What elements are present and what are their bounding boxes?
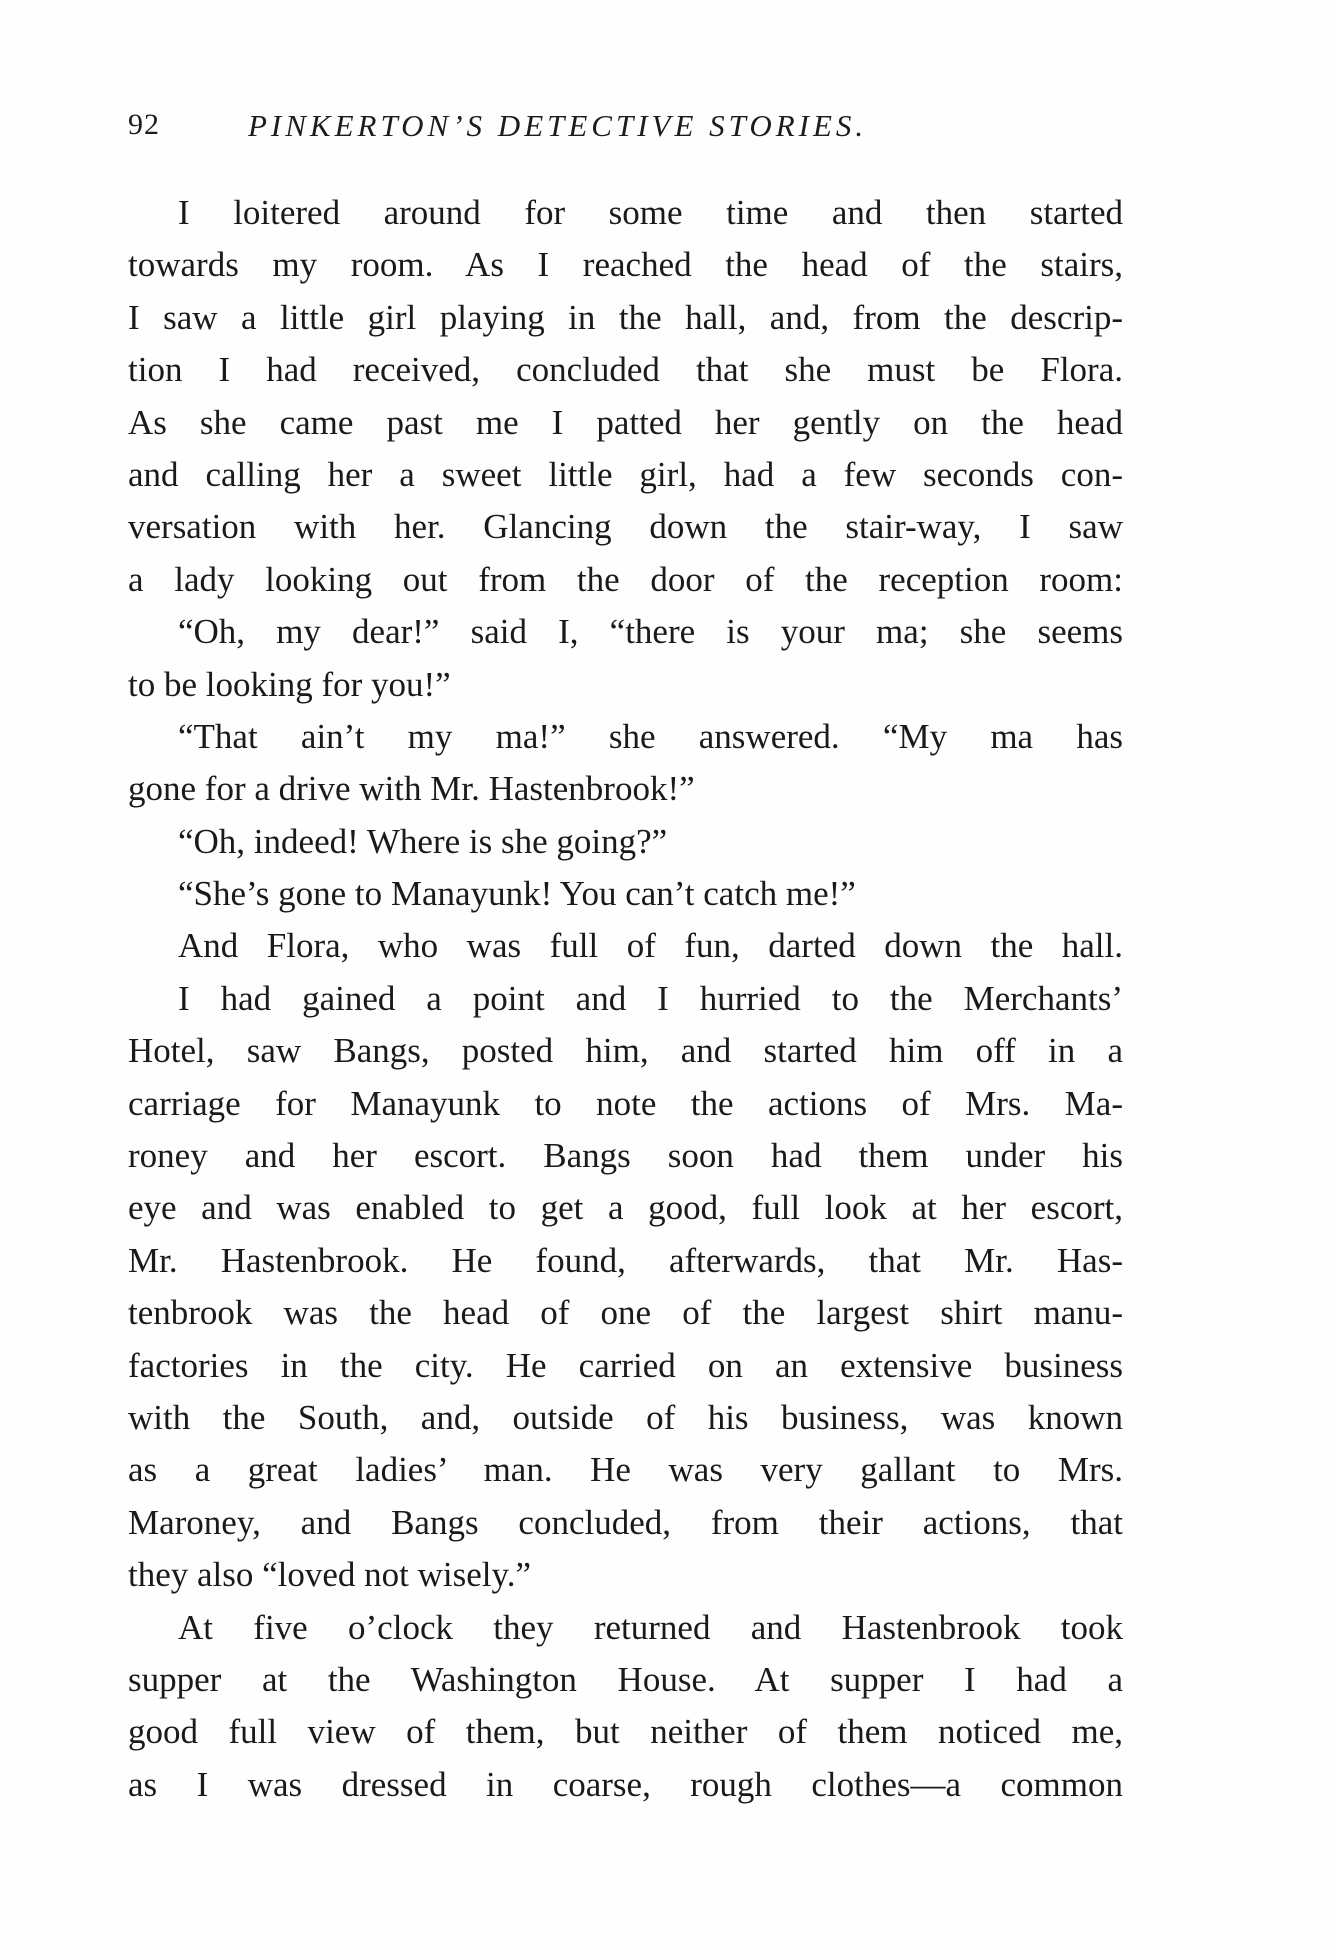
text-line: and calling her a sweet little girl, had a few seconds con- — [128, 454, 1123, 494]
text-line: roney and her escort. Bangs soon had them under his — [128, 1136, 1123, 1176]
running-title: PINKERTON’S DETECTIVE STORIES. — [248, 108, 868, 143]
text-line: And Flora, who was full of fun, darted down the hall. — [178, 926, 1123, 966]
text-line: as a great ladies’ man. He was very gallant to Mrs. — [128, 1450, 1123, 1490]
text-line: “Oh, my dear!” said I, “there is your ma; she seems — [178, 612, 1123, 652]
text-line: towards my room. As I reached the head of the stairs, — [128, 245, 1123, 285]
text-line: carriage for Manayunk to note the actions of Mrs. Ma- — [128, 1083, 1123, 1123]
text-line: “She’s gone to Manayunk! You can’t catch me!” — [178, 874, 856, 914]
text-line: eye and was enabled to get a good, full look at her escort, — [128, 1188, 1123, 1228]
text-line: to be looking for you!” — [128, 664, 451, 704]
text-line: As she came past me I patted her gently on the head — [128, 402, 1123, 442]
text-line: they also “loved not wisely.” — [128, 1555, 532, 1595]
text-line: “That ain’t my ma!” she answered. “My ma has — [178, 716, 1123, 756]
text-line: versation with her. Glancing down the stair-way, I saw — [128, 507, 1123, 547]
page-number: 92 — [128, 108, 160, 141]
text-line: tion I had received, concluded that she must be Flora. — [128, 350, 1123, 390]
text-line: a lady looking out from the door of the reception room: — [128, 559, 1123, 599]
text-line: supper at the Washington House. At supper I had a — [128, 1659, 1123, 1699]
text-line: I had gained a point and I hurried to the Merchants’ — [178, 978, 1123, 1018]
body-text — [128, 187, 1123, 1811]
text-line: factories in the city. He carried on an extensive business — [128, 1345, 1123, 1385]
text-line: tenbrook was the head of one of the largest shirt manu- — [128, 1293, 1123, 1333]
text-line: I loitered around for some time and then started — [178, 193, 1123, 232]
text-line: with the South, and, outside of his business, was known — [128, 1397, 1123, 1437]
text-line: as I was dressed in coarse, rough clothes—a common — [128, 1764, 1123, 1804]
text-line: Hotel, saw Bangs, posted him, and started him off in a — [128, 1031, 1123, 1071]
text-line: At five o’clock they returned and Hastenbrook took — [178, 1607, 1123, 1647]
text-line: gone for a drive with Mr. Hastenbrook!” — [128, 769, 695, 809]
text-line: “Oh, indeed! Where is she going?” — [178, 821, 668, 861]
text-line: good full view of them, but neither of them noticed me, — [128, 1712, 1123, 1752]
text-line: Maroney, and Bangs concluded, from their actions, that — [128, 1502, 1123, 1542]
text-line: I saw a little girl playing in the hall, and, from the descrip- — [128, 297, 1123, 337]
text-line: Mr. Hastenbrook. He found, afterwards, that Mr. Has- — [128, 1240, 1123, 1280]
running-head — [128, 108, 1123, 148]
